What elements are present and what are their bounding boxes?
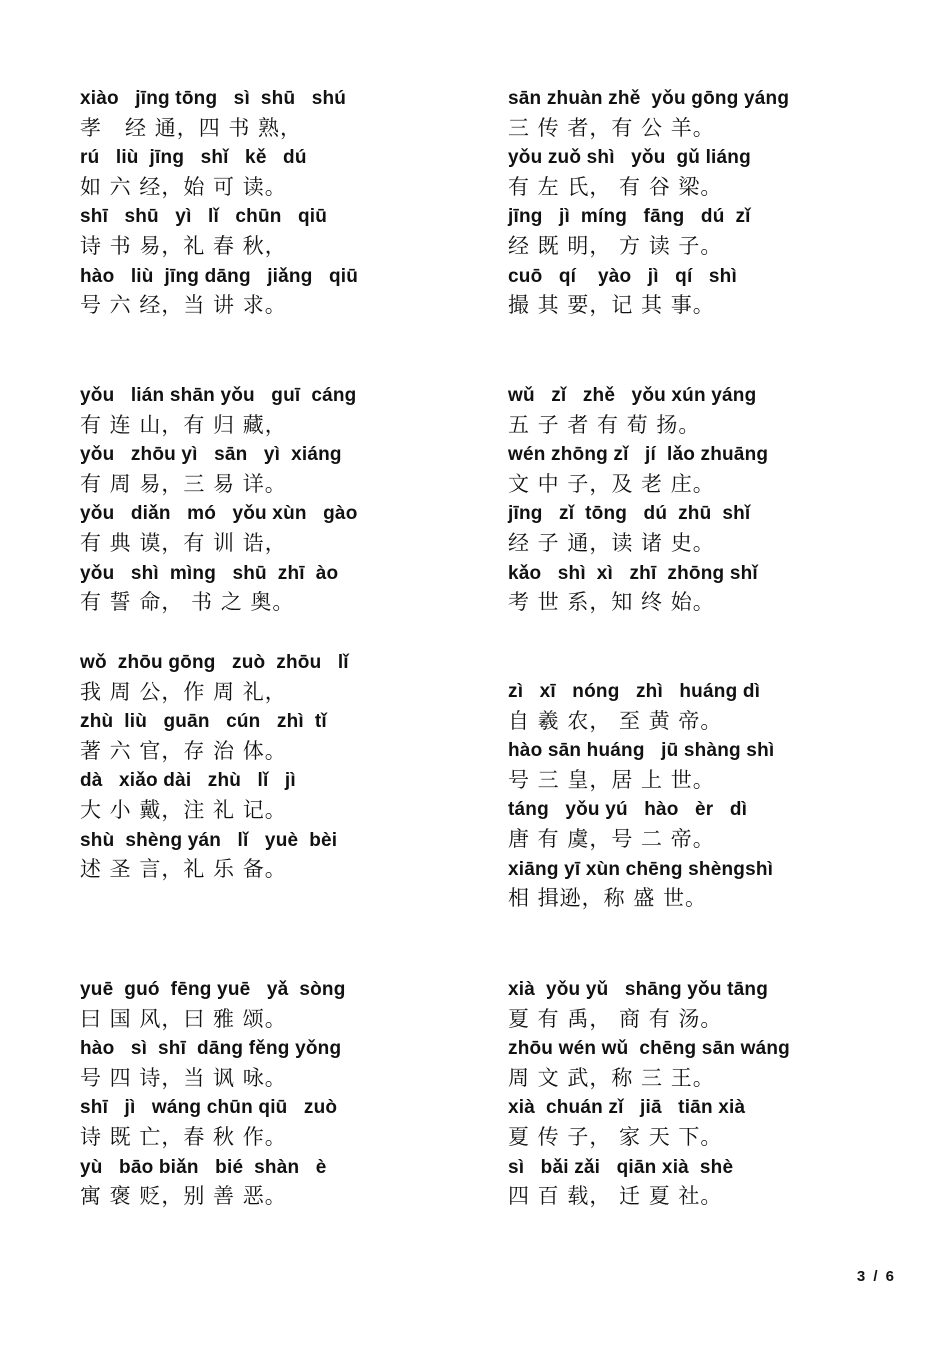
pinyin-line: shù shèng yán lǐ yuè bèi [80,829,338,851]
pinyin-line: hào liù jīng dāng jiǎng qiū [80,265,359,287]
pinyin-line: zhù liù guān cún zhì tǐ [80,711,327,733]
hanzi-line: 夏 传 子， 家 天 下。 [508,1124,723,1149]
pinyin-line: xiào jīng tōng sì shū shú [80,88,347,109]
hanzi-line: 有 左 氏， 有 谷 梁。 [508,174,723,199]
hanzi-line: 寓 褒 贬，别 善 恶。 [80,1184,287,1209]
pinyin-line: dà xiǎo dài zhù lǐ jì [80,770,296,792]
pinyin-line: jīng jì míng fāng dú zǐ [508,206,751,228]
hanzi-line: 周 文 武，称 三 王。 [508,1065,715,1090]
pinyin-line: yù bāo biǎn bié shàn è [80,1156,327,1178]
verse-block-4 [508,381,868,618]
hanzi-line: 自 羲 农， 至 黄 帝。 [508,708,723,733]
hanzi-line: 如 六 经，始 可 读。 [80,174,287,199]
hanzi-line: 相 揖逊，称 盛 世。 [508,886,708,911]
pinyin-line: jīng zǐ tōng dú zhū shǐ [508,503,751,525]
pinyin-line: shī jì wáng chūn qiū zuò [80,1097,338,1119]
pinyin-line: rú liù jīng shǐ kě dú [80,147,307,169]
hanzi-line: 述 圣 言，礼 乐 备。 [80,857,287,882]
hanzi-line: 诗 既 亡，春 秋 作。 [80,1124,287,1149]
hanzi-line: 我 周 公，作 周 礼， [80,679,287,704]
hanzi-line: 有 誓 命， 书 之 奥。 [80,590,295,615]
verse-block-7 [80,975,440,1212]
hanzi-line: 四 百 载， 迁 夏 社。 [508,1184,723,1209]
pinyin-line: zì xī nóng zhì huáng dì [508,681,761,702]
hanzi-line: 号 六 经，当 讲 求。 [80,293,287,318]
hanzi-line: 有 典 谟，有 训 诰， [80,530,287,555]
verse-block-5 [80,648,440,885]
pinyin-line: yǒu lián shān yǒu guī cáng [80,385,357,406]
verse-block-8 [508,975,868,1212]
pinyin-line: zhōu wén wǔ chēng sān wáng [508,1038,790,1060]
pinyin-line: xià yǒu yǔ shāng yǒu tāng [508,979,769,1000]
hanzi-line: 文 中 子，及 老 庄。 [508,471,715,496]
pinyin-line: wǒ zhōu gōng zuò zhōu lǐ [80,652,349,673]
hanzi-line: 经 子 通，读 诸 史。 [508,530,715,555]
hanzi-line: 五 子 者 有 荀 扬。 [508,412,701,437]
verse-block-2 [508,84,868,321]
hanzi-line: 诗 书 易，礼 春 秋， [80,233,287,258]
hanzi-line: 大 小 戴，注 礼 记。 [80,797,287,822]
verse-block-3 [80,381,440,618]
hanzi-line: 经 既 明， 方 读 子。 [508,233,723,258]
hanzi-line: 唐 有 虞，号 二 帝。 [508,826,715,851]
pinyin-line: wǔ zǐ zhě yǒu xún yáng [508,385,757,406]
pinyin-line: sì bǎi zǎi qiān xià shè [508,1156,734,1178]
pinyin-line: yǒu diǎn mó yǒu xùn gào [80,503,358,525]
pinyin-line: yǒu zhōu yì sān yì xiáng [80,444,342,466]
hanzi-line: 撮 其 要，记 其 事。 [508,293,715,318]
page-number: 3 / 6 [856,1268,896,1285]
hanzi-line: 号 三 皇，居 上 世。 [508,767,715,792]
pinyin-line: shī shū yì lǐ chūn qiū [80,206,328,228]
pinyin-line: hào sì shī dāng fěng yǒng [80,1038,342,1060]
hanzi-line: 孝 经 通，四 书 熟， [80,115,303,140]
pinyin-line: sān zhuàn zhě yǒu gōng yáng [508,88,790,109]
verse-block-6 [508,677,868,914]
verse-block-1 [80,84,440,321]
pinyin-line: yuē guó fēng yuē yǎ sòng [80,979,346,1000]
pinyin-line: cuō qí yào jì qí shì [508,265,737,287]
pinyin-line: wén zhōng zǐ jí lǎo zhuāng [508,444,769,466]
pinyin-line: kǎo shì xì zhī zhōng shǐ [508,562,758,584]
hanzi-line: 三 传 者，有 公 羊。 [508,115,715,140]
hanzi-line: 著 六 官，存 治 体。 [80,738,287,763]
hanzi-line: 有 连 山，有 归 藏， [80,412,287,437]
hanzi-line: 曰 国 风，曰 雅 颂。 [80,1006,287,1031]
pinyin-line: yǒu zuǒ shì yǒu gǔ liáng [508,147,751,169]
pinyin-line: xiāng yī xùn chēng shèngshì [508,858,774,880]
hanzi-line: 考 世 系，知 终 始。 [508,590,715,615]
hanzi-line: 号 四 诗，当 讽 咏。 [80,1065,287,1090]
pinyin-line: yǒu shì mìng shū zhī ào [80,562,339,584]
hanzi-line: 有 周 易，三 易 详。 [80,471,287,496]
pinyin-line: xià chuán zǐ jiā tiān xià [508,1097,746,1119]
pinyin-line: hào sān huáng jū shàng shì [508,740,775,762]
pinyin-line: táng yǒu yú hào èr dì [508,799,748,821]
hanzi-line: 夏 有 禹， 商 有 汤。 [508,1006,723,1031]
